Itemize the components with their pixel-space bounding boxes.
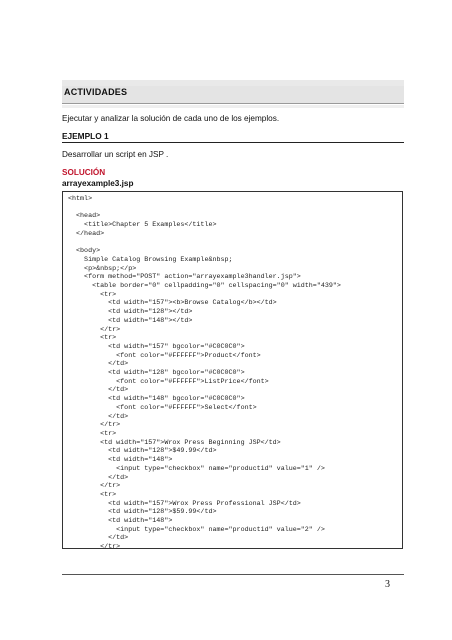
example-description: Desarrollar un script en JSP . [62, 150, 169, 159]
code-line: <td width="128">$49.99</td> [68, 447, 217, 456]
code-line: </td> [68, 412, 129, 421]
heading-band-bottom [62, 105, 404, 108]
code-line: <td width="128" bgcolor="#C0C0C0"> [68, 369, 245, 378]
code-line: </td> [68, 473, 129, 482]
code-line: </head> [68, 229, 105, 238]
code-line: <td width="128"></td> [68, 308, 193, 317]
page-number: 3 [385, 579, 390, 590]
code-line: <title>Chapter 5 Examples</title> [68, 221, 217, 230]
code-line: Simple Catalog Browsing Example&nbsp; [68, 255, 233, 264]
code-line: <tr> [68, 290, 117, 299]
section-heading: ACTIVIDADES [64, 87, 128, 97]
code-line: <input type="checkbox" name="productid" value="2" /> [68, 525, 325, 534]
code-line: <td width="148"></td> [68, 316, 193, 325]
section-heading-band [62, 86, 404, 104]
footer-rule [62, 574, 404, 575]
code-line: <tr> [68, 334, 117, 343]
code-line: <td width="148"> [68, 517, 173, 526]
solution-filename: arrayexample3.jsp [62, 179, 134, 188]
code-listing-box [62, 191, 403, 549]
code-line: <form method="POST" action="arrayexample3handler.jsp"> [68, 273, 301, 282]
code-line: </td> [68, 360, 129, 369]
code-line: <td width="157" bgcolor="#C0C0C0"> [68, 342, 245, 351]
code-line: <head> [68, 212, 101, 221]
intro-text: Ejecutar y analizar la solución de cada uno de los ejemplos. [62, 114, 280, 123]
code-line: <td width="157">Wrox Press Beginning JSP</td> [68, 438, 281, 447]
code-line: <font color="#FFFFFF">ListPrice</font> [68, 377, 269, 386]
code-line: <html> [68, 195, 93, 203]
code-line: <font color="#FFFFFF">Product</font> [68, 351, 261, 360]
code-line: <p>&nbsp;</p> [68, 264, 137, 273]
code-line: <font color="#FFFFFF">Select</font> [68, 403, 257, 412]
code-line: <tr> [68, 490, 117, 499]
code-line: </tr> [68, 325, 121, 334]
code-line: </tr> [68, 421, 121, 430]
code-line: </td> [68, 386, 129, 395]
code-line: <body> [68, 247, 101, 256]
code-line: <td width="148"> [68, 456, 173, 465]
code-line: </tr> [68, 543, 121, 549]
code-line: <input type="checkbox" name="productid" value="1" /> [68, 464, 325, 473]
code-line: <td width="157">Wrox Press Professional JSP</td> [68, 499, 301, 508]
code-line: <td width="128">$59.99</td> [68, 508, 217, 517]
code-line: <td width="148" bgcolor="#C0C0C0"> [68, 395, 245, 404]
code-line: <table border="0" cellpadding="0" cellspacing="0" width="439"> [68, 282, 341, 291]
code-listing [63, 192, 402, 549]
solution-label: SOLUCIÓN [62, 168, 106, 177]
code-line: <tr> [68, 429, 117, 438]
example-title: EJEMPLO 1 [62, 131, 404, 143]
code-line: <td width="157"><b>Browse Catalog</b></td> [68, 299, 277, 308]
code-line: </tr> [68, 482, 121, 491]
code-line: </td> [68, 534, 129, 543]
